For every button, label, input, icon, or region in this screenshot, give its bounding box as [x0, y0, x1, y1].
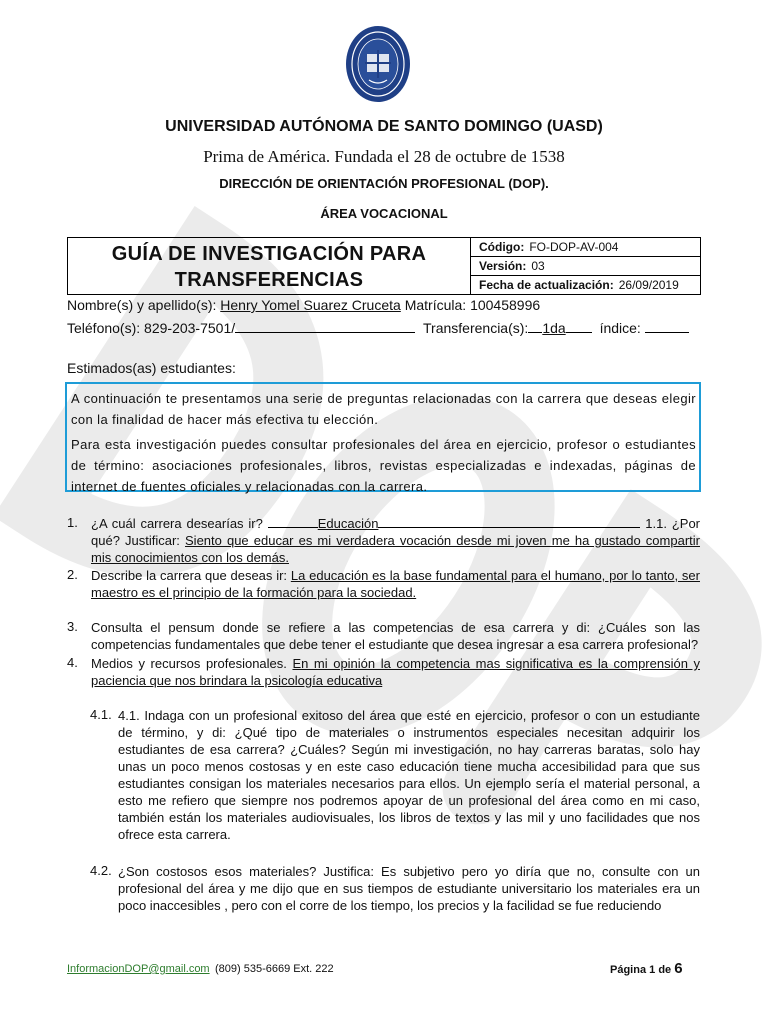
meta-fecha: Fecha de actualización: 26/09/2019	[479, 278, 679, 292]
transfer-label: Transferencia(s):	[423, 320, 529, 336]
q1-sub-answer: Siento que educar es mi verdadera vocación desde mi joven me ha gustado compartir mis conocimientos con los demás.	[91, 533, 700, 565]
q4-block	[91, 655, 700, 689]
footer-page-number: Página 1 de 6	[610, 960, 683, 977]
title-line-2: TRANSFERENCIAS	[174, 269, 364, 291]
footer-phone: (809) 535-6669 Ext. 222	[215, 963, 334, 975]
q2-number: 2.	[67, 567, 78, 582]
indice-label: índice:	[599, 320, 641, 336]
intro-paragraph-2: Para esta investigación puedes consultar profesionales del área en ejercicio, profesor o estudiantes de término: asociaciones profesionales, libros, revistas especializadas e indexadas, páginas de internet de fuentes oficiales y relacionadas con la carrera.	[71, 437, 696, 494]
uasd-seal-logo	[345, 24, 411, 104]
greeting: Estimados(as) estudiantes:	[67, 360, 236, 376]
name-label: Nombre(s) y apellido(s):	[67, 297, 217, 313]
intro-box	[65, 382, 701, 492]
indice-blank	[645, 320, 689, 333]
q4-number: 4.	[67, 655, 78, 670]
intro-paragraph-1: A continuación te presentamos una serie de preguntas relacionadas con la carrera que deseas elegir con la finalidad de hacer más efectiva tu elección.	[71, 391, 696, 427]
q41-text: 4.1. Indaga con un profesional exitoso del área que esté en ejercicio, profesor o con un estudiante de término, y di: ¿Qué tipo de materiales o instrumentos especiales necesitan adquirir los estudiantes de esa carrera? ¿Cuáles? Según mi investigación, no hay carreras baratas, solo hay unas un poco menos costosas y en este caso educación tiene mucha accesibilidad para que sus estudiantes consigan los materiales necesarios para ellos. Un ejemplo sería el material personal, a esto me refiero que siempre nos podremos apoyar de un profesional del área como en mi caso, también están los materiales audiovisuales, los libros de textos y las mil y uno facilidades que nos ofrece esta carrera.	[118, 708, 700, 842]
q2-answer: La educación es la base fundamental para el humano, por lo tanto, ser maestro es el principio de la formación para la sociedad.	[91, 568, 700, 600]
q3-number: 3.	[67, 619, 78, 634]
title-line-1: GUÍA DE INVESTIGACIÓN PARA	[111, 243, 427, 265]
q42-number: 4.2.	[90, 863, 112, 878]
q1-block	[91, 515, 700, 566]
university-name: UNIVERSIDAD AUTÓNOMA DE SANTO DOMINGO (UASD)	[165, 118, 603, 135]
transfer-value: 1da	[542, 320, 566, 336]
q1-number: 1.	[67, 515, 78, 530]
matricula-value: 100458996	[470, 297, 541, 313]
meta-version: Versión: 03	[471, 257, 700, 276]
phone-value: 829-203-7501/	[144, 320, 236, 336]
q4-answer: En mi opinión la competencia mas significativa es la comprensión y paciencia que nos brindara la psicología educativa	[91, 656, 700, 688]
document-title-box	[67, 237, 471, 295]
q2-block	[91, 567, 700, 601]
university-tagline: Prima de América. Fundada el 28 de octubre de 1538	[203, 147, 565, 166]
meta-codigo: Código: FO-DOP-AV-004	[471, 238, 700, 257]
q41-number: 4.1.	[90, 707, 112, 722]
document-meta-table	[471, 237, 701, 295]
q1-answer: Educación	[317, 516, 379, 531]
student-name-line	[67, 297, 540, 313]
phone-blank	[235, 320, 415, 333]
area-name: ÁREA VOCACIONAL	[320, 206, 448, 221]
q3-text: Consulta el pensum donde se refiere a las competencias de esa carrera y di: ¿Cuáles son las competencias fundamentales que debe tener el estudiante que desea ingresar a esa carrera profesional?	[91, 620, 700, 652]
q2-text: Describe la carrera que deseas ir:	[91, 568, 288, 583]
transfer-blank-pre	[528, 320, 542, 333]
transfer-blank-post	[566, 320, 592, 333]
direction-name: DIRECCIÓN DE ORIENTACIÓN PROFESIONAL (DOP).	[219, 176, 549, 191]
name-value: Henry Yomel Suarez Cruceta	[220, 297, 401, 313]
footer-email-link[interactable]: InformacionDOP@gmail.com	[67, 963, 210, 975]
q1-text: ¿A cuál carrera desearías ir?	[91, 516, 263, 531]
student-phone-line	[67, 320, 689, 336]
q1-blank-post	[378, 515, 640, 528]
q42-text: ¿Son costosos esos materiales? Justifica: Es subjetivo pero yo diría que no, consulte con un profesional del área y me dijo que en sus tiempos de estudiante universitario los materiales era un poco inaccesibles , pero con el corre de los tiempo, los precios y la facilidad se fue reduciendo	[118, 864, 700, 913]
phone-label: Teléfono(s):	[67, 320, 141, 336]
q4-text: Medios y recursos profesionales.	[91, 656, 287, 671]
matricula-label: Matrícula:	[404, 297, 467, 313]
q1-blank-pre	[268, 515, 318, 528]
q1-sub-label: 1.1. ¿Por qué? Justificar:	[91, 516, 700, 548]
